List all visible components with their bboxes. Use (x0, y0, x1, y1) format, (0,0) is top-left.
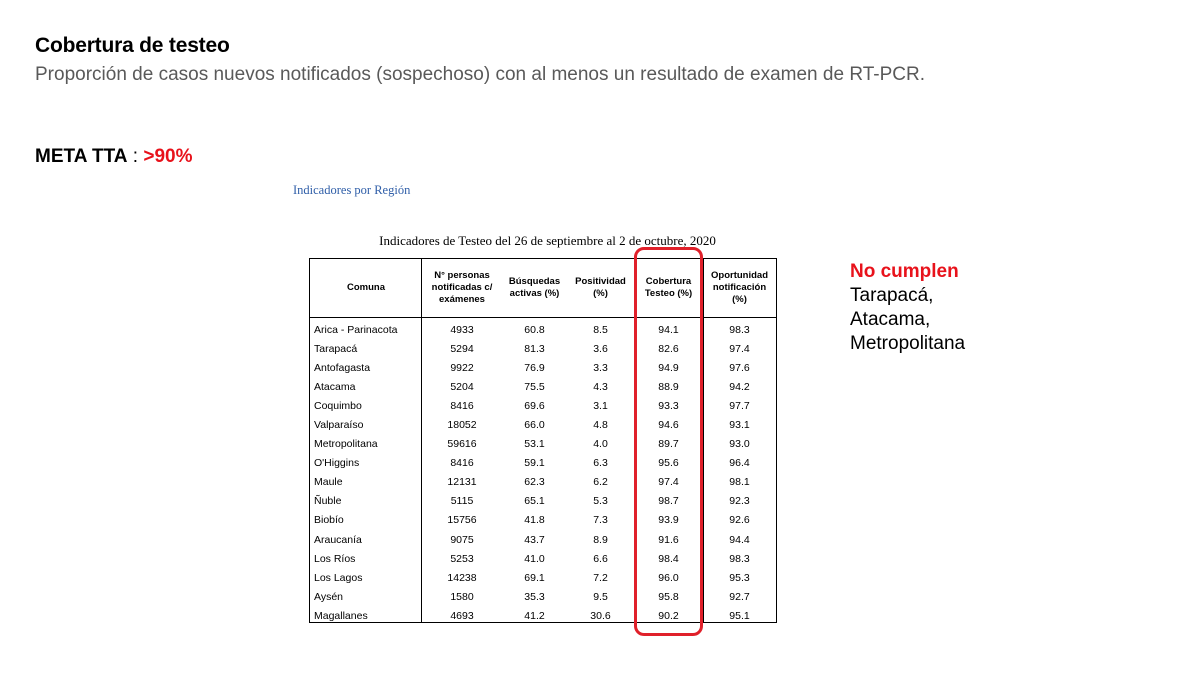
cell-oportunidad: 93.0 (729, 438, 750, 451)
cell-personas: 9075 (450, 533, 474, 546)
table-row (310, 318, 776, 340)
cell-oportunidad: 95.1 (729, 609, 750, 622)
cell-positividad: 3.3 (593, 361, 608, 374)
cell-comuna: Ñuble (314, 495, 342, 508)
table-row (310, 396, 776, 415)
table-row (310, 435, 776, 454)
cell-positividad: 7.3 (593, 514, 608, 527)
cell-cobertura: 94.1 (658, 323, 679, 336)
meta-separator: : (127, 146, 144, 167)
cell-oportunidad: 95.3 (729, 571, 750, 584)
table-row (310, 377, 776, 396)
cell-oportunidad: 92.6 (729, 514, 750, 527)
cell-busquedas: 59.1 (524, 457, 545, 470)
cell-positividad: 9.5 (593, 590, 608, 603)
cell-positividad: 3.1 (593, 399, 608, 412)
cell-oportunidad: 94.4 (729, 533, 750, 546)
header-comuna: Comuna (310, 259, 422, 318)
cell-comuna: Coquimbo (314, 399, 362, 412)
cell-busquedas: 53.1 (524, 438, 545, 451)
cell-positividad: 6.6 (593, 552, 608, 565)
header-cobertura: Cobertura Testeo (%) (634, 259, 703, 318)
cell-oportunidad: 92.3 (729, 495, 750, 508)
table-row (310, 492, 776, 511)
cell-cobertura: 89.7 (658, 438, 679, 451)
cell-cobertura: 95.6 (658, 457, 679, 470)
cell-cobertura: 88.9 (658, 380, 679, 393)
meta-label: META TTA (35, 146, 128, 167)
cell-busquedas: 60.8 (524, 323, 545, 336)
cell-busquedas: 65.1 (524, 495, 545, 508)
cell-comuna: Los Lagos (314, 571, 363, 584)
header-personas: N° personas notificadas c/ exámenes (422, 259, 502, 318)
cell-busquedas: 41.0 (524, 552, 545, 565)
table-row (310, 587, 776, 606)
cell-personas: 8416 (450, 399, 474, 412)
cell-busquedas: 41.8 (524, 514, 545, 527)
cell-comuna: Aysén (314, 590, 343, 603)
table-row (310, 530, 776, 549)
cell-oportunidad: 98.1 (729, 476, 750, 489)
cell-personas: 14238 (447, 571, 477, 584)
header-positividad: Positividad (%) (567, 259, 634, 318)
cell-busquedas: 69.6 (524, 399, 545, 412)
cell-cobertura: 94.6 (658, 419, 679, 432)
cell-cobertura: 95.8 (658, 590, 679, 603)
cell-oportunidad: 97.7 (729, 399, 750, 412)
table-body (310, 318, 776, 626)
slide-title: Cobertura de testeo (35, 34, 230, 57)
note-title: No cumplen (850, 261, 959, 282)
note-region: Metropolitana (850, 333, 966, 354)
cell-comuna: Los Ríos (314, 552, 356, 565)
cell-personas: 5294 (450, 342, 474, 355)
cell-oportunidad: 94.2 (729, 380, 750, 393)
cell-busquedas: 41.2 (524, 609, 545, 622)
cell-busquedas: 43.7 (524, 533, 545, 546)
table-caption: Indicadores de Testeo del 26 de septiembre al 2 de octubre, 2020 (379, 233, 716, 248)
cell-busquedas: 35.3 (524, 590, 545, 603)
cell-personas: 8416 (450, 457, 474, 470)
cell-positividad: 5.3 (593, 495, 608, 508)
cell-cobertura: 94.9 (658, 361, 679, 374)
table-header-row (310, 259, 776, 318)
cell-positividad: 4.3 (593, 380, 608, 393)
cell-comuna: Metropolitana (314, 438, 378, 451)
note-region: Tarapacá, (850, 285, 934, 306)
indicators-table-grid (310, 259, 776, 626)
cell-comuna: O'Higgins (314, 457, 360, 470)
cell-personas: 4933 (450, 323, 474, 336)
cell-oportunidad: 98.3 (729, 552, 750, 565)
cell-positividad: 3.6 (593, 342, 608, 355)
cell-comuna: Biobío (314, 514, 344, 527)
cell-personas: 15756 (447, 514, 477, 527)
table-row (310, 568, 776, 587)
cell-comuna: Valparaíso (314, 419, 364, 432)
cell-busquedas: 81.3 (524, 342, 545, 355)
cell-personas: 12131 (447, 476, 477, 489)
meta-value: >90% (143, 146, 193, 167)
cell-oportunidad: 97.6 (729, 361, 750, 374)
cell-positividad: 4.0 (593, 438, 608, 451)
indicators-table (309, 258, 777, 623)
header-busquedas: Búsquedas activas (%) (502, 259, 567, 318)
cell-personas: 18052 (447, 419, 477, 432)
cell-busquedas: 75.5 (524, 380, 545, 393)
cell-oportunidad: 92.7 (729, 590, 750, 603)
table-row (310, 358, 776, 377)
cell-oportunidad: 93.1 (729, 419, 750, 432)
cell-personas: 1580 (450, 590, 474, 603)
cell-positividad: 6.3 (593, 457, 608, 470)
cell-comuna: Atacama (314, 380, 356, 393)
cell-cobertura: 97.4 (658, 476, 679, 489)
cell-personas: 5204 (450, 380, 474, 393)
cell-personas: 59616 (447, 438, 477, 451)
cell-cobertura: 82.6 (658, 342, 679, 355)
cell-positividad: 30.6 (590, 609, 611, 622)
cell-comuna: Araucanía (314, 533, 362, 546)
cell-personas: 9922 (450, 361, 474, 374)
table-row (310, 473, 776, 492)
table-row (310, 606, 776, 625)
cell-comuna: Antofagasta (314, 361, 371, 374)
cell-positividad: 6.2 (593, 476, 608, 489)
cell-personas: 5253 (450, 552, 474, 565)
cell-comuna: Tarapacá (314, 342, 358, 355)
cobertura-highlight-box (634, 247, 703, 636)
header-oportunidad: Oportunidad notificación (%) (703, 259, 776, 318)
note-region: Atacama, (850, 309, 931, 330)
cell-cobertura: 96.0 (658, 571, 679, 584)
column-divider (703, 259, 704, 622)
cell-oportunidad: 96.4 (729, 457, 750, 470)
cell-personas: 4693 (450, 609, 474, 622)
cell-busquedas: 62.3 (524, 476, 545, 489)
cell-busquedas: 69.1 (524, 571, 545, 584)
section-link[interactable]: Indicadores por Región (293, 183, 411, 197)
column-divider (421, 259, 422, 622)
cell-cobertura: 91.6 (658, 533, 679, 546)
cell-busquedas: 76.9 (524, 361, 545, 374)
cell-personas: 5115 (450, 495, 474, 508)
table-row (310, 511, 776, 530)
table-row (310, 549, 776, 568)
table-row (310, 454, 776, 473)
cell-cobertura: 90.2 (658, 609, 679, 622)
cell-cobertura: 93.3 (658, 399, 679, 412)
cell-comuna: Arica - Parinacota (314, 323, 398, 336)
cell-cobertura: 93.9 (658, 514, 679, 527)
table-row (310, 339, 776, 358)
non-compliant-note (850, 260, 965, 356)
table-row (310, 415, 776, 434)
cell-positividad: 4.8 (593, 419, 608, 432)
cell-positividad: 8.5 (593, 323, 608, 336)
cell-positividad: 7.2 (593, 571, 608, 584)
cell-cobertura: 98.7 (658, 495, 679, 508)
cell-comuna: Maule (314, 476, 343, 489)
cell-oportunidad: 97.4 (729, 342, 750, 355)
cell-comuna: Magallanes (314, 609, 368, 622)
meta-target (35, 146, 192, 168)
cell-cobertura: 98.4 (658, 552, 679, 565)
cell-oportunidad: 98.3 (729, 323, 750, 336)
slide-subtitle: Proporción de casos nuevos notificados (sospechoso) con al menos un resultado de examen de RT-PCR. (35, 64, 925, 85)
cell-busquedas: 66.0 (524, 419, 545, 432)
cell-positividad: 8.9 (593, 533, 608, 546)
